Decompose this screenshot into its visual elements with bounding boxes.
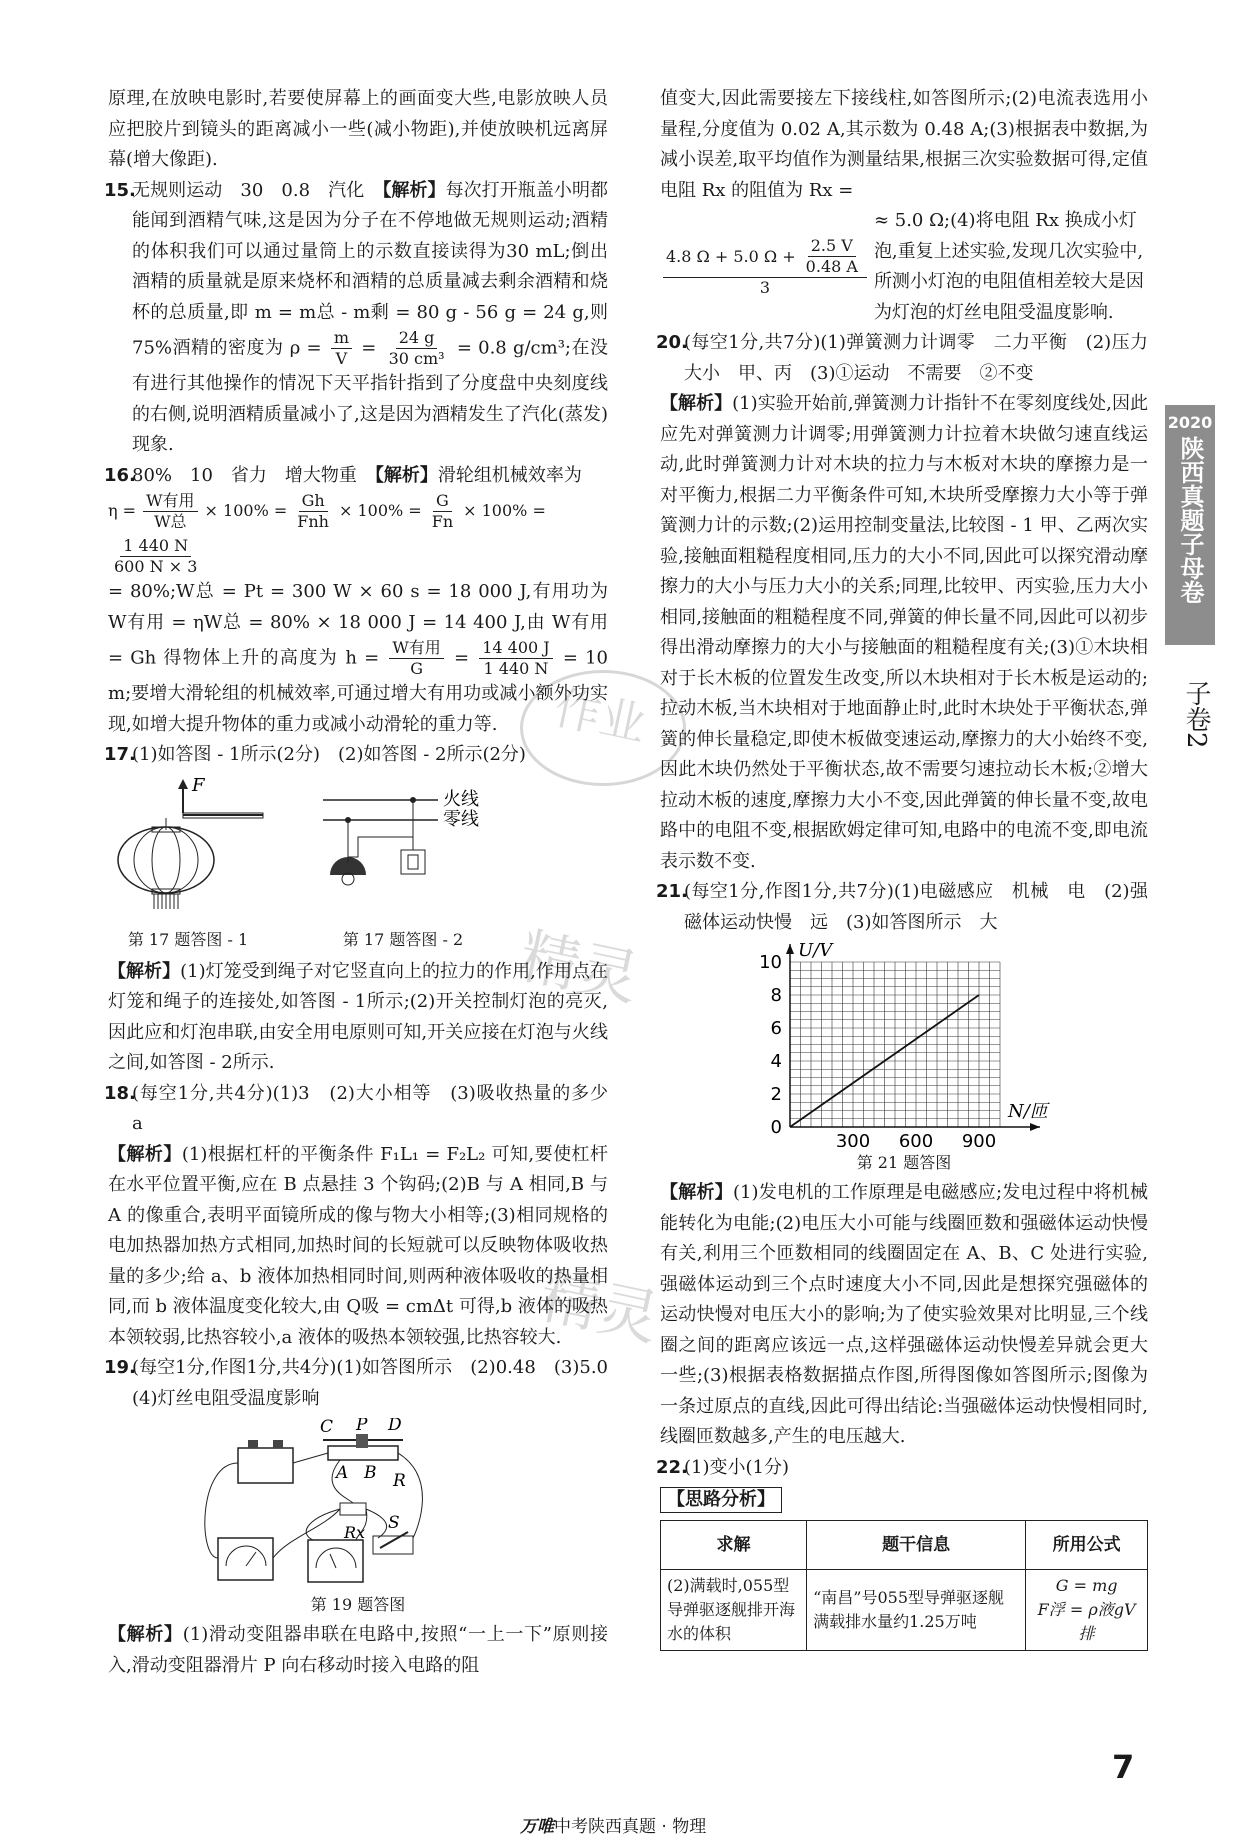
slider bbox=[356, 1434, 368, 1448]
sub-volume-label: 子卷2 bbox=[1181, 680, 1211, 749]
fraction: $\frac{14 400 J}{1 440 N}$ bbox=[479, 638, 552, 679]
q15-analysis: 每次打开瓶盖小明都能闻到酒精气味,这是因为分子在不停地做无规则运动;酒精的体积我们可以通过量筒上的示数直接读得为30 mL;倒出酒精的质量就是原来烧杯和酒精的总质量减去剩余酒精和烧杯的总质量,即 m = m总 - m剩 = 80 g - 56 g = 24 g,则75%酒精的密度为 ρ = bbox=[132, 179, 609, 359]
label-b: B bbox=[364, 1463, 377, 1483]
voltmeter-needle bbox=[330, 1554, 336, 1568]
analysis-tag: 【解析】 bbox=[108, 960, 181, 982]
q21-analysis-text: (1)发电机的工作原理是电磁感应;发电过程中将机械能转化为电能;(2)电压大小可能与线圈匝数和强磁体运动快慢有关,利用三个匝数相同的线圈固定在 A、B、C 处进行实验,强磁体运动到三个点时速度大小不同,因此是想探究强磁体的运动快慢对电压大小的影响;为了使实验效果对比明显,三个线圈之间的距离应该远一点,这样强磁体运动快慢差异就会更大一些;(3)根据表格数据描点作图,所得图像如答图所示;图像为一条过原点的直线,因此可得出结论:当强磁体运动快慢相同时,线圈匝数越多,产生的电压越大. bbox=[660, 1182, 1149, 1447]
q16-analysis-2: = 80%;W总 = Pt = 300 W × 60 s = 18 000 J,有用功为 W有用 = ηW总 = 80% × 18 000 J = 14 400 J,由 W有用 = Gh 得物体上升的高度为 h = bbox=[108, 581, 608, 669]
voltmeter-dial bbox=[316, 1548, 356, 1568]
page-number: 7 bbox=[1112, 1748, 1135, 1786]
fraction: $\frac{G}{Fn}$ bbox=[431, 491, 454, 531]
analysis-tag: 【解析】 bbox=[108, 1143, 182, 1165]
circuit-figure bbox=[323, 789, 479, 885]
q19 bbox=[104, 1353, 626, 1414]
switch-blade bbox=[380, 1532, 408, 1548]
fraction: 4.8 Ω + 5.0 Ω + $\frac{2.5 V}{0.48 A}$ 3 bbox=[663, 236, 867, 298]
fraction: $\frac{\text{W有用}}{G}$ bbox=[389, 638, 443, 679]
watermark-text: 精灵 bbox=[532, 1261, 665, 1355]
live-label: 火线 bbox=[443, 788, 479, 810]
arrow-head bbox=[178, 779, 188, 789]
junction bbox=[345, 817, 351, 823]
q21-number: 21. bbox=[656, 881, 688, 902]
q16-analysis-3: = 10 m;要增大滑轮组的机械效率,可通过增大有用功或减小额外功实现,如增大提升物体的重力或减小动滑轮的重力等. bbox=[108, 647, 608, 735]
q18-answer: (每空1分,共4分)(1)3 (2)大小相等 (3)吸收热量的多少 a bbox=[132, 1082, 626, 1134]
fig21-caption: 第 21 题答图 bbox=[856, 1153, 952, 1172]
q15-analysis-end: = 0.8 g/cm³;在没有进行其他操作的情况下天平指针指到了分度盘中央刻度线的右侧,说明酒精质量减小了,这是因为酒精发生了汽化(蒸发)现象. bbox=[132, 337, 608, 455]
wire bbox=[205, 1463, 238, 1558]
q22-number: 22. bbox=[656, 1456, 688, 1478]
label-a: A bbox=[336, 1463, 349, 1483]
switch-button bbox=[408, 855, 418, 869]
x-axis-label: N/匝 bbox=[1008, 1101, 1048, 1122]
neutral-label: 零线 bbox=[443, 808, 479, 830]
y-tick-label: 2 bbox=[770, 1084, 782, 1105]
q20-number: 20. bbox=[656, 332, 688, 353]
force-label: F bbox=[192, 774, 205, 796]
thinking-tag: 【思路分析】 bbox=[660, 1487, 782, 1513]
fig17-caption-1: 第 17 题答图 - 1 bbox=[127, 929, 249, 949]
q19-analysis bbox=[108, 1620, 608, 1681]
chart-grid bbox=[790, 962, 1000, 1127]
resistor bbox=[340, 1503, 366, 1515]
y-tick-label: 6 bbox=[770, 1018, 782, 1039]
tassels bbox=[154, 894, 178, 909]
q19-analysis-text: (1)滑动变阻器串联在电路中,按照“一上一下”原则接入,滑动变阻器滑片 P 向右移动时接入电路的阻 bbox=[108, 1624, 609, 1676]
sidebar-title: 陕西真题子母卷 bbox=[1176, 436, 1204, 604]
q18 bbox=[104, 1079, 626, 1140]
q21-answer: (每空1分,作图1分,共7分)(1)电磁感应 机械 电 (2)强磁体运动快慢 远 (3)如答图所示 大 bbox=[684, 881, 1148, 933]
ammeter-needle bbox=[246, 1552, 256, 1566]
q19-analysis-end: ≈ 5.0 Ω;(4)将电阻 Rx 换成小灯泡,重复上述实验,发现几次实验中,所测小灯泡的电阻值相差较大是因为灯泡的灯丝电阻受温度影响. bbox=[873, 210, 1144, 323]
q15-answer: 无规则运动 30 0.8 汽化 bbox=[132, 179, 365, 201]
ammeter-dial bbox=[226, 1546, 266, 1566]
label-rx: Rx bbox=[344, 1523, 366, 1542]
q14-tail: 原理,在放映电影时,若要使屏幕上的画面变大些,电影放映人员应把胶片到镜头的距离减小一些(减小物距),并使放映机远离屏幕(增大像距). bbox=[108, 88, 608, 170]
label-d: D bbox=[388, 1418, 402, 1435]
section-sidebar bbox=[1165, 405, 1215, 645]
table-header: 求解 bbox=[661, 1520, 807, 1569]
q17-answer: (1)如答图 - 1所示(2分) (2)如答图 - 2所示(2分) bbox=[132, 744, 526, 765]
q17-number: 17. bbox=[104, 744, 136, 765]
q20 bbox=[656, 328, 1148, 389]
label-c: C bbox=[320, 1418, 334, 1437]
left-column bbox=[104, 84, 626, 1681]
analysis-tag: 【解析】 bbox=[660, 393, 733, 414]
label-r: R bbox=[393, 1471, 406, 1491]
formula-2: F浮 = ρ液gV排 bbox=[1037, 1599, 1136, 1643]
watermark-text: 作业 bbox=[549, 679, 651, 752]
switch-wire bbox=[348, 800, 413, 857]
wire bbox=[293, 1453, 328, 1463]
rx-equation bbox=[660, 206, 1148, 328]
watermark-text: 精灵 bbox=[512, 921, 645, 1015]
brand-logo: 万唯 bbox=[520, 1817, 554, 1837]
analysis-table bbox=[660, 1520, 1148, 1651]
lantern-body bbox=[118, 827, 214, 893]
formula-1: G = mg bbox=[1055, 1575, 1118, 1595]
fig17-caption-2: 第 17 题答图 - 2 bbox=[342, 929, 464, 949]
fraction: $\frac{Gh}{\text{Fnh}}$ bbox=[297, 491, 329, 531]
battery-terminal bbox=[273, 1440, 283, 1448]
q16-analysis: 滑轮组机械效率为 bbox=[437, 464, 582, 486]
wire bbox=[366, 1509, 387, 1538]
table-header: 所用公式 bbox=[1026, 1520, 1148, 1569]
y-tick-label: 0 bbox=[770, 1117, 782, 1138]
analysis-tag: 【解析】 bbox=[374, 464, 438, 486]
y-axis-arrow bbox=[786, 944, 794, 954]
q19-number: 19. bbox=[104, 1357, 136, 1378]
fraction: $\frac{m}{V}$ bbox=[331, 328, 352, 369]
fraction: $\frac{1 440 N}{600 N \times 3}$ bbox=[114, 536, 198, 576]
sidebar-year: 2020 bbox=[1167, 413, 1213, 432]
q16 bbox=[104, 461, 608, 492]
battery-terminal bbox=[248, 1440, 258, 1448]
battery bbox=[238, 1448, 293, 1483]
y-axis-label: U/V bbox=[798, 942, 833, 961]
fraction: $\frac{24 g}{\text{30 cm³}}$ bbox=[388, 328, 445, 368]
eq-text: × 100% = bbox=[338, 501, 422, 521]
q19-analysis-cont: 值变大,因此需要接左下接线柱,如答图所示;(2)电流表选用小量程,分度值为 0.02 A,其示数为 0.48 A;(3)根据表中数据,为减小误差,取平均值作为测量结果,根据三次实验数据可得,定值电阻 Rx 的阻值为 Rx = bbox=[660, 88, 1148, 201]
analysis-tag: 【解析】 bbox=[382, 179, 446, 201]
lantern-rib bbox=[152, 827, 180, 893]
eq-text: × 100% = bbox=[204, 501, 288, 521]
q18-analysis bbox=[108, 1140, 608, 1354]
footer bbox=[0, 1812, 1250, 1837]
q18-number: 18. bbox=[104, 1082, 136, 1104]
q15-number: 15. bbox=[104, 179, 136, 201]
fraction: $\frac{\text{W有用}}{\text{W总}}$ bbox=[143, 491, 197, 532]
lantern-figure bbox=[118, 775, 263, 909]
q16-cont: = 80%;W总 = Pt = 300 W × 60 s = 18 000 J,有用功为 W有用 = ηW总 = 80% × 18 000 J = 14 400 J,由 W有用 = Gh 得物体上升的高度为 h = $\frac{\text{W有用}}{G}$ = $\frac{14 400 J}{1 440 N}$ = 10 m;要增大滑轮组的机械效率,可通过增大有用功或减小额外功实现,如增大提升物体的重力或减小动滑轮的重力等. bbox=[108, 581, 608, 735]
wall-switch bbox=[401, 850, 425, 874]
q19-circuit-diagram bbox=[108, 1418, 608, 1588]
switch bbox=[373, 1536, 413, 1554]
q22 bbox=[656, 1453, 1148, 1484]
lantern-rib bbox=[134, 827, 198, 893]
q19-answer: (每空1分,作图1分,共4分)(1)如答图所示 (2)0.48 (3)5.0 (4)灯丝电阻受温度影响 bbox=[132, 1357, 626, 1409]
analysis-tag: 【解析】 bbox=[108, 1624, 183, 1645]
q17-diagram bbox=[108, 775, 608, 925]
q22-answer: (1)变小(1分) bbox=[684, 1456, 789, 1478]
table-header-row bbox=[661, 1520, 1148, 1569]
y-tick-label: 8 bbox=[770, 985, 782, 1006]
eq-text: × 100% = bbox=[463, 501, 546, 521]
q17-analysis bbox=[108, 957, 608, 1079]
chart-ticks bbox=[759, 952, 996, 1147]
q17 bbox=[104, 740, 608, 771]
label-s: S bbox=[388, 1513, 400, 1533]
q21-analysis bbox=[660, 1178, 1148, 1453]
q20-analysis-text: (1)实验开始前,弹簧测力计指针不在零刻度线处,因此应先对弹簧测力计调零;用弹簧测力计拉着木块做匀速直线运动,此时弹簧测力计对木块的拉力与木板对木块的摩擦力是一对平衡力,根据二力平衡条件可知,木块所受摩擦力大小等于弹簧测力计的示数;(2)运用控制变量法,比较图 - 1 甲、乙两次实验,接触面粗糙程度相同,压力的大小不同,因此可以探究滑动摩擦力的大小与压力大小的关系;同理,比较甲、丙实验,压力大小相同,接触面的粗糙程度不同,弹簧的伸长量不同,因此可以初步得出滑动摩擦力的大小与接触面的粗糙程度有关;(3)①木块相对于长木板的位置发生改变,所以木块相对于长木板是运动的;拉动木板,当木块相对于地面静止时,此时木块处于平衡状态,弹簧的伸长量稳定,即使木板做变速运动,摩擦力的大小始终不变,因此木块仍然处于平衡状态,故不需要匀速拉动长木板;②增大拉动木板的速度,摩擦力大小不变,因此弹簧的伸长量不变,故电路中的电阻不变,根据欧姆定律可知,电路中的电流不变,即电流表示数不变. bbox=[660, 393, 1148, 872]
table-cell: “南昌”号055型导弹驱逐舰满载排水量约1.25万吨 bbox=[807, 1569, 1026, 1650]
label-p: P bbox=[356, 1418, 368, 1435]
q20-analysis bbox=[660, 389, 1148, 877]
table-header: 题干信息 bbox=[807, 1520, 1026, 1569]
q16-number: 16. bbox=[104, 464, 136, 486]
x-tick-label: 600 bbox=[898, 1131, 934, 1147]
q18-analysis-text: (1)根据杠杆的平衡条件 F₁L₁ = F₂L₂ 可知,要使杠杆在水平位置平衡,应在 B 点悬挂 3 个钩码;(2)B 与 A 相同,B 与 A 的像重合,表明平面镜所成的像与物大小相等;(3)相同规格的电加热器加热方式相同,加热时间的长短就可以反映物体吸收热量的多少;给 a、b 液体加热相同时间,则两种液体吸收的热量相同,而 b 液体温度变化较大,由 Q吸 = cmΔt 可得,b 液体的吸热本领较弱,比热容较小,a 液体的吸热本领较强,比热容较大. bbox=[108, 1143, 608, 1348]
x-tick-label: 900 bbox=[961, 1131, 997, 1147]
junction bbox=[410, 797, 416, 803]
q16-answer: 80% 10 省力 增大物重 bbox=[132, 464, 357, 486]
footer-text bbox=[520, 1812, 706, 1837]
rheostat bbox=[328, 1446, 398, 1460]
fig19-caption: 第 19 题答图 bbox=[310, 1595, 406, 1614]
table-cell: (2)满载时,055型导弹驱逐舰排开海水的体积 bbox=[661, 1569, 807, 1650]
x-tick-label: 300 bbox=[835, 1131, 871, 1147]
q20-answer: (每空1分,共7分)(1)弹簧测力计调零 二力平衡 (2)压力大小 甲、丙 (3)①运动 不需要 ②不变 bbox=[684, 332, 1148, 384]
q21 bbox=[656, 877, 1148, 938]
footer-title: 中考陕西真题 · 物理 bbox=[554, 1817, 707, 1837]
y-tick-label: 4 bbox=[770, 1051, 782, 1072]
x-axis-arrow bbox=[1030, 1123, 1040, 1131]
q19-figure bbox=[108, 1418, 608, 1616]
table-cell bbox=[1026, 1569, 1148, 1650]
q16-equation bbox=[108, 491, 608, 577]
q17-figures bbox=[108, 775, 608, 953]
wire bbox=[398, 1453, 422, 1538]
y-tick-label: 10 bbox=[759, 952, 782, 973]
eq-text: η = bbox=[108, 501, 137, 521]
table-row bbox=[661, 1569, 1148, 1650]
analysis-tag: 【解析】 bbox=[660, 1182, 733, 1203]
q17-analysis-text: (1)灯笼受到绳子对它竖直向上的拉力的作用,作用点在灯笼和绳子的连接处,如答图 - 1所示;(2)开关控制灯泡的亮灭,因此应和灯泡串联,由安全用电原则可知,开关应接在灯泡与火线之间,如答图 - 2所示. bbox=[108, 960, 609, 1073]
q21-chart bbox=[660, 942, 1148, 1174]
u-n-chart bbox=[660, 942, 1148, 1147]
right-column bbox=[656, 84, 1149, 1651]
q15: 15.无规则运动 30 0.8 汽化 【解析】每次打开瓶盖小明都能闻到酒精气味,这是因为分子在不停地做无规则运动;酒精的体积我们可以通过量筒上的示数直接读得为30 mL;倒出酒精的质量就是原来烧杯和酒精的总质量减去剩余酒精和烧杯的总质量,即 m = m总 - m剩 = 80 g - 56 g = 24 g,则75%酒精的密度为 ρ = $\frac{m}{V}$ = $\frac{24 g}{\text{30 cm³}}$ = 0.8 g/cm³;在没有进行其他操作的情况下天平指针指到了分度盘中央刻度线的右侧,说明酒精质量减小了,这是因为酒精发生了汽化(蒸发)现象. bbox=[108, 176, 608, 461]
